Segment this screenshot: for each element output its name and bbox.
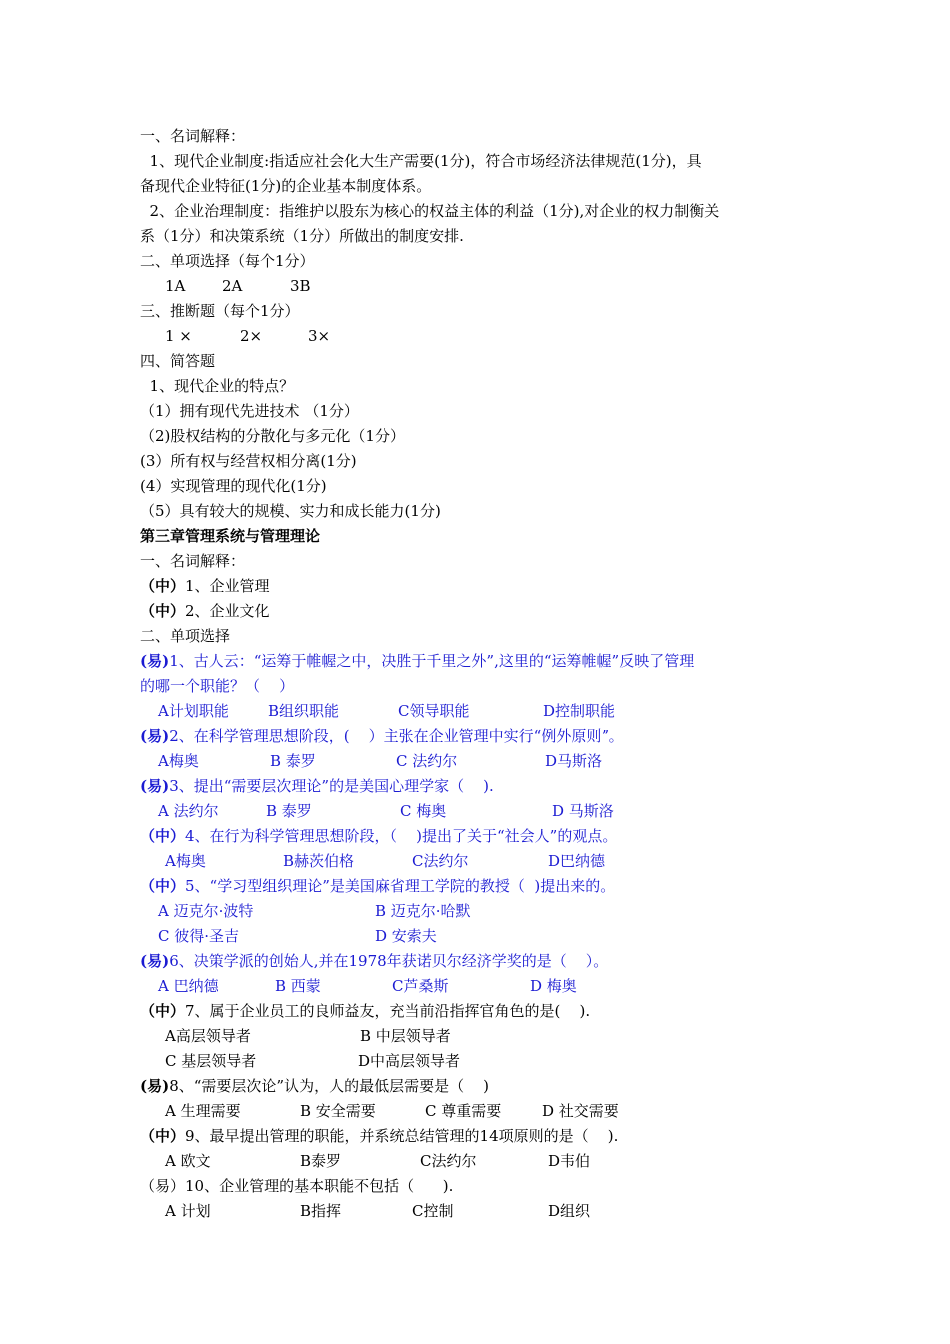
line-text: (3）所有权与经营权相分离(1分) [140, 452, 357, 470]
line-text: 2、在科学管理思想阶段，( ）主张在企业管理中实行“例外原则ˮ。 [169, 727, 624, 745]
option-item: A计划职能 [158, 702, 229, 720]
question-line [140, 826, 617, 846]
option-item: D马斯洛 [545, 752, 603, 770]
option-item: B 中层领导者 [360, 1027, 451, 1045]
option-item: D韦伯 [548, 1152, 591, 1170]
option-item: A 计划 [165, 1202, 211, 1220]
line-text: 二、单项选择 [140, 627, 231, 645]
line-text: 三、推断题（每个1分） [140, 302, 300, 320]
text-line [140, 451, 357, 471]
question-line [140, 726, 624, 746]
option-item: 2A [222, 277, 243, 295]
line-text: 7、属于企业员工的良师益友，充当前沿指挥官角色的是( ). [185, 1002, 591, 1020]
option-item: C法约尔 [420, 1152, 477, 1170]
question-line [140, 951, 608, 971]
difficulty-tag: （中） [140, 827, 186, 845]
text-line [140, 176, 431, 196]
line-text: 8、“需要层次论”认为，人的最低层需要是（ ) [169, 1077, 490, 1095]
text-line [140, 376, 294, 396]
line-text: 1、古人云：“运筹于帷幄之中，决胜于千里之外”,这里的“运筹帷幄”反映了管理 [169, 652, 695, 670]
option-item: B 安全需要 [300, 1102, 376, 1120]
text-line [140, 201, 719, 221]
line-text: 1、现代企业的特点？ [140, 377, 295, 395]
option-item: C领导职能 [398, 702, 470, 720]
option-item: C控制 [412, 1202, 454, 1220]
line-text: 一、名词解释： [140, 127, 246, 145]
difficulty-tag: （中） [140, 577, 186, 595]
option-item: B 西蒙 [275, 977, 321, 995]
line-text: (4）实现管理的现代化(1分) [140, 477, 327, 495]
line-text: 6、决策学派的创始人,并在1978年获诺贝尔经济学奖的是（ ）。 [169, 952, 609, 970]
option-item: A高层领导者 [165, 1027, 251, 1045]
option-item: C 彼得·圣吉 [158, 927, 240, 945]
difficulty-tag: (易) [140, 952, 170, 970]
option-item: D组织 [548, 1202, 591, 1220]
option-item: A 迈克尔·波特 [158, 902, 254, 920]
difficulty-tag: (易) [140, 1077, 170, 1095]
question-line [140, 876, 615, 896]
option-item: 1 × [165, 327, 192, 345]
option-item: A 欧文 [165, 1152, 211, 1170]
line-text: 1、企业管理 [185, 577, 270, 595]
option-item: A 巴纳德 [158, 977, 219, 995]
option-item: B泰罗 [300, 1152, 342, 1170]
question-line [140, 1076, 489, 1096]
option-item: A梅奥 [158, 752, 199, 770]
option-item: 3× [308, 327, 331, 345]
option-item: 2× [240, 327, 263, 345]
option-item: A 生理需要 [165, 1102, 241, 1120]
line-text: 四、简答题 [140, 352, 216, 370]
line-text: 3、提出“需要层次理论”的是美国心理学家（ ). [169, 777, 494, 795]
line-text: （5）具有较大的规模、实力和成长能力(1分) [140, 502, 441, 520]
option-item: C法约尔 [412, 852, 469, 870]
option-item: D控制职能 [543, 702, 616, 720]
text-line [140, 551, 245, 571]
option-item: C 尊重需要 [425, 1102, 502, 1120]
option-item: B 迈克尔·哈默 [375, 902, 471, 920]
text-line [140, 126, 245, 146]
line-text: 二、单项选择（每个1分） [140, 252, 315, 270]
text-line [140, 251, 315, 271]
text-line [140, 351, 215, 371]
option-item: D 社交需要 [542, 1102, 619, 1120]
question-line [140, 776, 494, 796]
chapter-heading [140, 526, 320, 546]
option-item: 3B [290, 277, 311, 295]
line-text: 2、企业治理制度：指维护以股东为核心的权益主体的利益（1分),对企业的权力制衡关 [140, 202, 720, 220]
option-item: D中高层领导者 [358, 1052, 461, 1070]
option-item: B赫茨伯格 [283, 852, 355, 870]
difficulty-tag: （易） [140, 1177, 186, 1195]
text-line [140, 476, 327, 496]
question-line [140, 601, 270, 621]
question-line [140, 576, 270, 596]
difficulty-tag: (易) [140, 727, 170, 745]
text-line [140, 401, 359, 421]
line-text: 5、“学习型组织理论”是美国麻省理工学院的教授（ )提出来的。 [185, 877, 616, 895]
line-text: 第三章管理系统与管理理论 [140, 527, 321, 545]
option-item: B指挥 [300, 1202, 342, 1220]
line-text: （2)股权结构的分散化与多元化（1分） [140, 427, 405, 445]
option-item: D巴纳德 [548, 852, 606, 870]
option-item: C 梅奥 [400, 802, 447, 820]
text-line [140, 676, 294, 696]
option-item: B 泰罗 [270, 752, 316, 770]
difficulty-tag: (易) [140, 777, 170, 795]
question-line [140, 1001, 590, 1021]
difficulty-tag: （中） [140, 1002, 186, 1020]
line-text: 4、在行为科学管理思想阶段，（ )提出了关于“社会人”的观点。 [185, 827, 618, 845]
difficulty-tag: （中） [140, 602, 186, 620]
line-text: 1、现代企业制度:指适应社会化大生产需要(1分)，符合市场经济法律规范(1分)，具 [140, 152, 702, 170]
option-item: C芦桑斯 [392, 977, 449, 995]
option-item: B 泰罗 [266, 802, 312, 820]
line-text: 的哪一个职能？（ ） [140, 677, 295, 695]
option-item: D 梅奥 [530, 977, 577, 995]
option-item: C 法约尔 [396, 752, 458, 770]
question-line [140, 651, 694, 671]
line-text: （1）拥有现代先进技术 （1分） [140, 402, 359, 420]
text-line [140, 151, 702, 171]
line-text: 一、名词解释： [140, 552, 246, 570]
line-text: 9、最早提出管理的职能，并系统总结管理的14项原则的是（ ). [185, 1127, 619, 1145]
line-text: 备现代企业特征(1分)的企业基本制度体系。 [140, 177, 432, 195]
option-item: C 基层领导者 [165, 1052, 257, 1070]
text-line [140, 501, 441, 521]
option-item: D 马斯洛 [552, 802, 614, 820]
line-text: 10、企业管理的基本职能不包括（ ). [185, 1177, 454, 1195]
difficulty-tag: （中） [140, 1127, 186, 1145]
text-line [140, 301, 300, 321]
question-line [140, 1126, 618, 1146]
option-item: B组织职能 [268, 702, 340, 720]
option-item: 1A [165, 277, 186, 295]
text-line [140, 226, 464, 246]
option-item: D 安索夫 [375, 927, 437, 945]
difficulty-tag: (易) [140, 652, 170, 670]
difficulty-tag: （中） [140, 877, 186, 895]
option-item: A梅奥 [165, 852, 206, 870]
line-text: 系（1分）和决策系统（1分）所做出的制度安排. [140, 227, 464, 245]
line-text: 2、企业文化 [185, 602, 270, 620]
question-line [140, 1176, 453, 1196]
option-item: A 法约尔 [158, 802, 219, 820]
text-line [140, 426, 405, 446]
text-line [140, 626, 230, 646]
